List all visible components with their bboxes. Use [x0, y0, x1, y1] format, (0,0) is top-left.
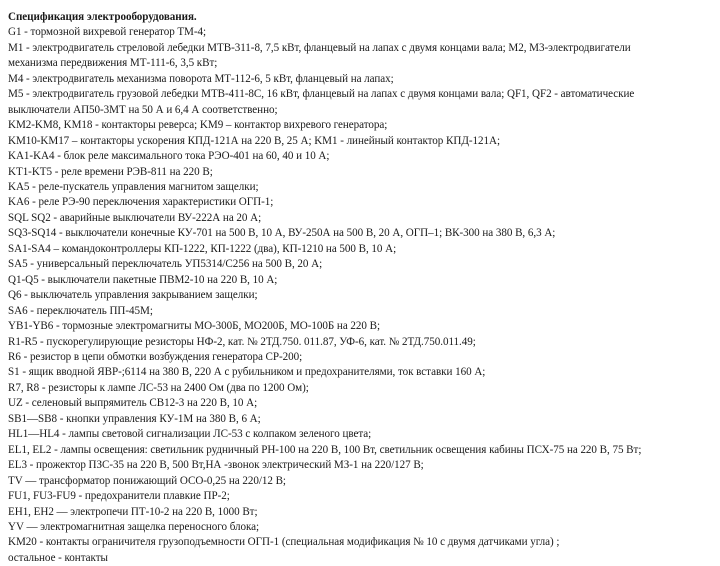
spec-line: KM10-KM17 – контакторы ускорения КПД-121А на 220 В, 25 А; KM1 - линейный контактор КПД-121А;: [8, 134, 500, 147]
spec-line: UZ - селеновый выпрямитель СВ12-3 на 220 В, 10 А;: [8, 397, 258, 410]
spec-line: SQ3-SQ14 - выключатели конечные КУ-701 на 500 В, 10 А, ВУ-250А на 500 В, 20 А, ОГП–1; ВК-300 на 380 В, 6,3 А;: [8, 227, 556, 240]
spec-line: M5 - электродвигатель грузовой лебедки МТВ-411-8С, 16 кВт, фланцевый на лапах с двумя концами вала; QF1, QF2 - автоматические: [8, 88, 635, 101]
spec-line: EL3 - прожектор ПЗС-35 на 220 В, 500 Вт,НА -звонок электрический МЗ-1 на 220/127 В;: [8, 459, 424, 472]
spec-line: KT1-KT5 - реле времени РЭВ-811 на 220 В;: [8, 165, 213, 178]
spec-line: механизма передвижения МТ-111-6, 3,5 кВт;: [8, 57, 218, 70]
spec-line: M4 - электродвигатель механизма поворота МТ-112-6, 5 кВт, фланцевый на лапах;: [8, 72, 394, 85]
spec-line: SA5 - универсальный переключатель УП5314/С256 на 500 В, 20 А;: [8, 258, 323, 271]
spec-line: YB1-YB6 - тормозные электромагниты МО-300Б, МО200Б, МО-100Б на 220 В;: [8, 320, 381, 333]
spec-line: SA6 - переключатель ПП-45М;: [8, 304, 153, 317]
spec-line: SQL SQ2 - аварийные выключатели ВУ-222А на 20 А;: [8, 211, 262, 224]
document-title: Спецификация электрооборудования.: [8, 11, 197, 23]
spec-line: R7, R8 - резисторы к лампе ЛС-53 на 2400 Ом (два по 1200 Ом);: [8, 381, 309, 394]
spec-line: KM20 - контакты ограничителя грузоподъемности ОГП-1 (специальная модификация № 10 с двумя датчиками угла) ;: [8, 536, 560, 549]
spec-line: R1-R5 - пускорегулирующие резисторы НФ-2, кат. № 2ТД.750. 011.87, УФ-6, кат. № 2ТД.750.011.49;: [8, 335, 476, 348]
spec-line: выключатели АП50-3МТ на 50 А и 6,4 А соответственно;: [8, 103, 278, 116]
spec-line: TV — трансформатор понижающий ОСО-0,25 на 220/12 В;: [8, 474, 286, 487]
spec-line: Q1-Q5 - выключатели пакетные ПВМ2-10 на 220 В, 10 А;: [8, 273, 278, 286]
spec-line: FU1, FU3-FU9 - предохранители плавкие ПР-2;: [8, 490, 230, 503]
spec-line: KA5 - реле-пускатель управления магнитом защелки;: [8, 180, 259, 193]
spec-line: EH1, EH2 — электропечи ПТ-10-2 на 220 В, 1000 Вт;: [8, 505, 258, 518]
spec-line: HL1—HL4 - лампы световой сигнализации ЛС-53 с колпаком зеленого цвета;: [8, 428, 372, 441]
spec-line: KA6 - реле РЭ-90 переключения характеристики ОГП-1;: [8, 196, 274, 209]
spec-line: M1 - электродвигатель стреловой лебедки МТВ-311-8, 7,5 кВт, фланцевый на лапах с двумя концами вала; M2, M3-электродвигатели: [8, 41, 631, 54]
spec-line: остальное - контакты: [8, 551, 108, 564]
spec-line: SB1—SB8 - кнопки управления КУ-1М на 380 В, 6 А;: [8, 412, 261, 425]
spec-line: R6 - резистор в цепи обмотки возбуждения генератора СР-200;: [8, 350, 303, 363]
spec-line: EL1, EL2 - лампы освещения: светильник рудничный РН-100 на 220 В, 100 Вт, светильник освещения кабины ПСХ-75 на 220 В, 75 Вт;: [8, 443, 642, 456]
spec-line: G1 - тормозной вихревой генератор ТМ-4;: [8, 26, 206, 39]
spec-line: S1 - ящик вводной ЯВР-;6114 на 380 В, 220 А с рубильником и предохранителями, ток вставки 160 А;: [8, 366, 486, 379]
spec-line: Q6 - выключатель управления закрыванием защелки;: [8, 289, 258, 302]
spec-line: YV — электромагнитная защелка переносного блока;: [8, 520, 260, 533]
spec-line: SA1-SA4 – командоконтроллеры КП-1222, КП-1222 (два), КП-1210 на 500 В, 10 А;: [8, 242, 397, 255]
spec-line: KA1-KA4 - блок реле максимального тока РЭО-401 на 60, 40 и 10 А;: [8, 150, 330, 163]
spec-line: KM2-KM8, KM18 - контакторы реверса; KM9 – контактор вихревого генератора;: [8, 119, 388, 132]
